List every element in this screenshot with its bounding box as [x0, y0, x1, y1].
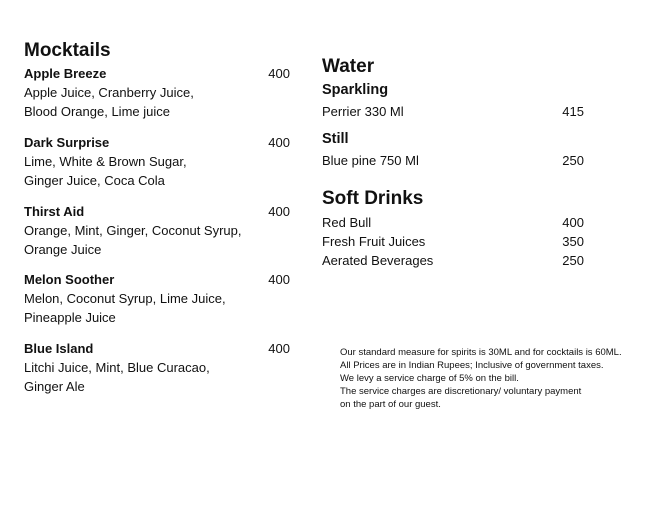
menu-item — [322, 213, 590, 232]
item-name: Perrier 330 Ml — [322, 104, 404, 119]
item-description: Blood Orange, Lime juice — [24, 104, 170, 119]
menu-item — [24, 64, 290, 121]
item-description: Melon, Coconut Syrup, Lime Juice, — [24, 291, 226, 306]
item-description: Orange, Mint, Ginger, Coconut Syrup, — [24, 223, 242, 238]
note-line: Our standard measure for spirits is 30ML and for cocktails is 60ML. — [340, 347, 622, 358]
menu-item — [24, 133, 290, 190]
item-name: Aerated Beverages — [322, 253, 434, 268]
mocktails-title: Mocktails — [24, 40, 111, 61]
note-line: on the part of our guest. — [340, 399, 441, 410]
menu-item — [322, 251, 590, 270]
item-name: Blue Island — [24, 341, 94, 356]
item-price: 400 — [268, 66, 290, 81]
item-description: Ginger Juice, Coca Cola — [24, 173, 165, 188]
item-name: Blue pine 750 Ml — [322, 153, 419, 168]
item-price: 350 — [562, 234, 584, 249]
menu-footnote — [340, 346, 640, 411]
menu-item — [322, 102, 590, 121]
soft-drinks-title: Soft Drinks — [322, 188, 424, 209]
note-line: We levy a service charge of 5% on the bill. — [340, 373, 519, 384]
menu-item — [322, 232, 590, 251]
item-price: 400 — [268, 341, 290, 356]
menu-item — [24, 339, 290, 396]
item-description: Pineapple Juice — [24, 310, 116, 325]
item-price: 250 — [562, 253, 584, 268]
item-price: 250 — [562, 153, 584, 168]
item-name: Melon Soother — [24, 272, 115, 287]
menu-item — [24, 270, 290, 327]
item-name: Dark Surprise — [24, 135, 110, 150]
note-line: The service charges are discretionary/ voluntary payment — [340, 386, 582, 397]
water-title: Water — [322, 56, 375, 77]
item-name: Apple Breeze — [24, 66, 107, 81]
sparkling-heading: Sparkling — [322, 82, 389, 98]
item-price: 415 — [562, 104, 584, 119]
still-heading: Still — [322, 131, 349, 147]
item-description: Orange Juice — [24, 242, 102, 257]
item-price: 400 — [268, 135, 290, 150]
item-name: Red Bull — [322, 215, 372, 230]
item-description: Litchi Juice, Mint, Blue Curacao, — [24, 360, 210, 375]
item-name: Fresh Fruit Juices — [322, 234, 426, 249]
note-line: All Prices are in Indian Rupees; Inclusive of government taxes. — [340, 360, 604, 371]
item-price: 400 — [268, 204, 290, 219]
menu-item — [24, 202, 290, 259]
item-description: Apple Juice, Cranberry Juice, — [24, 85, 194, 100]
item-price: 400 — [268, 272, 290, 287]
item-name: Thirst Aid — [24, 204, 85, 219]
item-description: Ginger Ale — [24, 379, 85, 394]
item-price: 400 — [562, 215, 584, 230]
item-description: Lime, White & Brown Sugar, — [24, 154, 187, 169]
menu-item — [322, 151, 590, 170]
